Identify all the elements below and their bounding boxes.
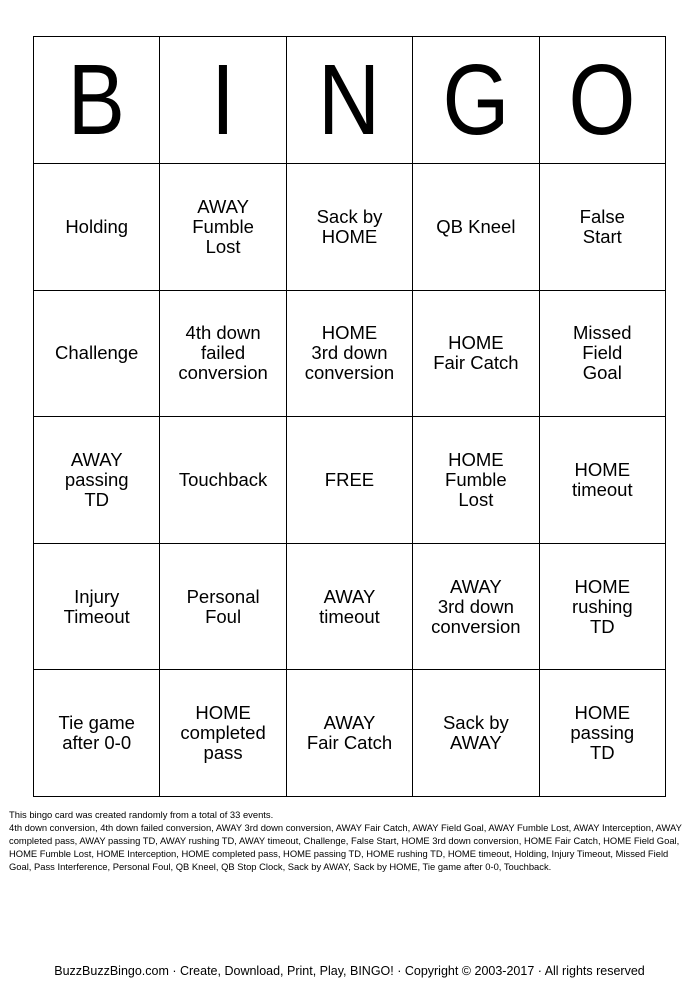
bingo-cell — [160, 417, 286, 544]
bingo-cell — [286, 670, 412, 797]
bingo-row — [34, 164, 666, 291]
cell-text: Challenge — [55, 342, 139, 364]
bingo-cell — [286, 164, 412, 291]
cell-text: FREE — [324, 468, 375, 490]
cell-text: HOME Fumble Lost — [445, 448, 507, 510]
cell-text: AWAY Fair Catch — [306, 712, 393, 754]
bingo-cell — [34, 164, 160, 291]
bingo-cell — [413, 417, 539, 544]
bingo-row — [34, 543, 666, 670]
bingo-row — [34, 417, 666, 544]
cell-text: Injury Timeout — [63, 585, 130, 627]
cell-text: Sack by AWAY — [442, 712, 509, 754]
cell-text: HOME passing TD — [570, 702, 635, 764]
cell-text: HOME completed pass — [180, 702, 266, 764]
card-info-event-list: 4th down conversion, 4th down failed conversion, AWAY 3rd down conversion, AWAY Fair Catch, AWAY Field Goal, AWAY Fumble Lost, AWAY Interception, AWAY completed pass, AWAY passing TD, AWAY rushing TD, AWAY timeout, Challenge, False Start, HOME 3rd down conversion, HOME Fair Catch, HOME Field Goal, HOME Fumble Lost, HOME Interception, HOME completed pass, HOME passing TD, HOME rushing TD, HOME timeout, Holding, Injury Timeout, Missed Field Goal, Pass Interference, Personal Foul, QB Kneel, QB Stop Clock, Sack by AWAY, Sack by HOME, Tie game after 0-0, Touchback. — [9, 822, 682, 872]
header-letter-g: G — [413, 37, 539, 164]
header-letter-o: O — [539, 37, 665, 164]
bingo-cell — [413, 543, 539, 670]
bingo-cell — [413, 290, 539, 417]
bingo-cell — [34, 543, 160, 670]
card-info-intro: This bingo card was created randomly from a total of 33 events. — [9, 809, 274, 820]
header-letter-b: B — [34, 37, 160, 164]
bingo-cell — [413, 670, 539, 797]
cell-text: Personal Foul — [186, 585, 260, 627]
bingo-cell-free — [286, 417, 412, 544]
cell-text: HOME 3rd down conversion — [304, 322, 395, 384]
cell-text: AWAY 3rd down conversion — [431, 575, 521, 637]
bingo-row — [34, 290, 666, 417]
bingo-cell — [413, 164, 539, 291]
bingo-cell — [160, 543, 286, 670]
cell-text: Holding — [65, 215, 129, 237]
cell-text: HOME rushing TD — [571, 575, 633, 637]
cell-text: AWAY passing TD — [64, 448, 129, 510]
bingo-cell — [539, 543, 665, 670]
cell-text: Sack by HOME — [316, 205, 383, 247]
bingo-cell — [34, 290, 160, 417]
bingo-cell — [34, 670, 160, 797]
bingo-cell — [539, 670, 665, 797]
bingo-card — [33, 36, 666, 797]
cell-text: HOME timeout — [571, 458, 633, 500]
cell-text: Touchback — [178, 468, 268, 490]
page-footer: BuzzBuzzBingo.com · Create, Download, Print, Play, BINGO! · Copyright © 2003-2017 · All rights reserved — [54, 964, 645, 978]
bingo-cell — [286, 543, 412, 670]
cell-text: HOME Fair Catch — [433, 332, 519, 374]
cell-text: Tie game after 0-0 — [58, 712, 135, 754]
cell-text: Missed Field Goal — [572, 322, 632, 384]
bingo-row — [34, 670, 666, 797]
bingo-cell — [160, 290, 286, 417]
cell-text: AWAY Fumble Lost — [192, 195, 254, 257]
bingo-cell — [34, 417, 160, 544]
header-letter-n: N — [286, 37, 412, 164]
bingo-cell — [160, 670, 286, 797]
card-info — [9, 808, 691, 873]
bingo-cell — [286, 290, 412, 417]
cell-text: QB Kneel — [436, 215, 516, 237]
cell-text: AWAY timeout — [319, 585, 380, 627]
cell-text: False Start — [579, 205, 625, 247]
bingo-cell — [539, 417, 665, 544]
cell-text: 4th down failed conversion — [178, 322, 268, 384]
header-letter-i: I — [160, 37, 286, 164]
bingo-header-row — [34, 37, 666, 164]
bingo-cell — [539, 164, 665, 291]
bingo-cell — [539, 290, 665, 417]
bingo-cell — [160, 164, 286, 291]
